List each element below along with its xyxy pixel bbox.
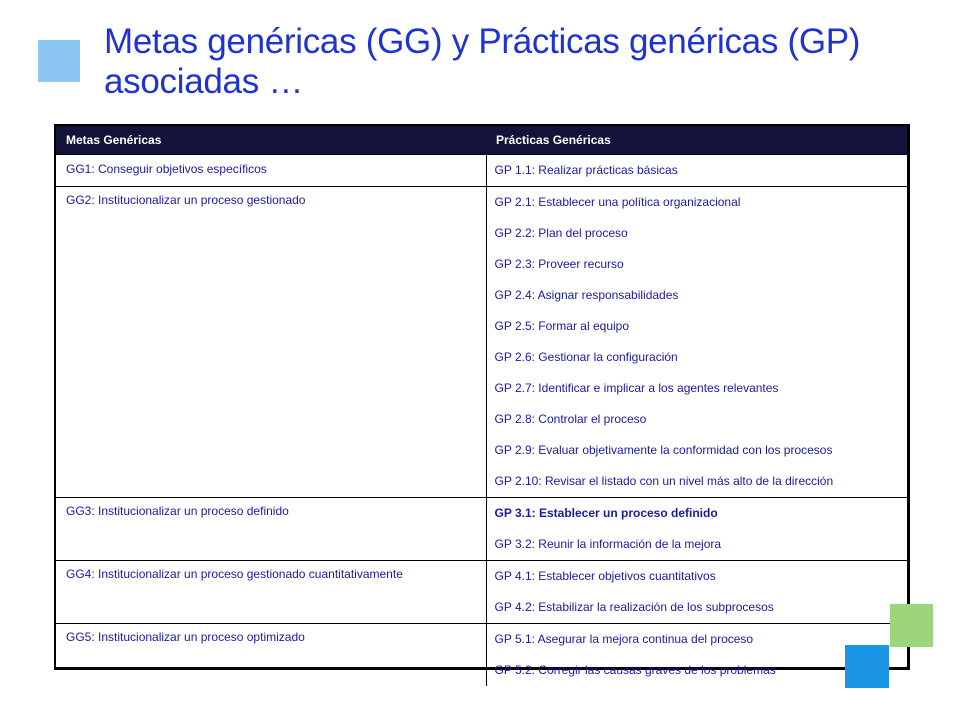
practice-item: GP 2.5: Formar al equipo (494, 319, 630, 333)
practice-item: GP 3.2: Reunir la información de la mejora (494, 537, 722, 551)
table-row (56, 155, 907, 187)
table-row (56, 561, 907, 624)
goal-cell: GG5: Institucionalizar un proceso optimizado (56, 624, 486, 687)
practice-item: GP 4.1: Establecer objetivos cuantitativos (494, 569, 716, 583)
practice-item: GP 2.10: Revisar el listado con un nivel más alto de la dirección (494, 474, 834, 488)
practice-item: GP 2.8: Controlar el proceso (494, 412, 647, 426)
practices-cell (486, 187, 907, 498)
table-row (56, 624, 907, 687)
practice-item: GP 2.9: Evaluar objetivamente la conformidad con los procesos (494, 443, 833, 457)
practice-item: GP 3.1: Establecer un proceso definido (494, 506, 718, 520)
table-row (56, 187, 907, 498)
practice-item: GP 2.1: Establecer una política organizacional (494, 195, 741, 209)
practice-item: GP 2.6: Gestionar la configuración (494, 350, 678, 364)
practice-item: GP 2.7: Identificar e implicar a los agentes relevantes (494, 381, 779, 395)
practice-item: GP 2.2: Plan del proceso (494, 226, 628, 240)
practice-item: GP 5.2: Corregir las causas graves de los problemas (494, 663, 776, 677)
blue-accent-square (845, 645, 889, 688)
generic-goals-table-frame (54, 124, 910, 677)
goal-cell: GG2: Institucionalizar un proceso gestionado (56, 187, 486, 498)
practices-cell (486, 624, 907, 687)
green-accent-square (890, 604, 933, 647)
table-header-row (56, 126, 907, 155)
practices-cell (486, 155, 907, 187)
table-row (56, 498, 907, 561)
practice-item: GP 5.1: Asegurar la mejora continua del proceso (494, 632, 754, 646)
practices-cell (486, 561, 907, 624)
title-accent-square (38, 40, 80, 82)
practices-cell (486, 498, 907, 561)
column-header-practices: Prácticas Genéricas (486, 126, 907, 155)
goal-cell: GG1: Conseguir objetivos específicos (56, 155, 486, 187)
goal-cell: GG3: Institucionalizar un proceso definido (56, 498, 486, 561)
page-title: Metas genéricas (GG) y Prácticas genéricas (GP) asociadas … (104, 22, 861, 101)
practice-item: GP 4.2: Estabilizar la realización de los subprocesos (494, 600, 774, 614)
generic-goals-table (56, 126, 907, 686)
practice-item: GP 2.3: Proveer recurso (494, 257, 624, 271)
goal-cell: GG4: Institucionalizar un proceso gestionado cuantitativamente (56, 561, 486, 624)
column-header-goals: Metas Genéricas (56, 126, 486, 155)
practice-item: GP 1.1: Realizar prácticas básicas (494, 163, 678, 177)
practice-item: GP 2.4: Asignar responsabilidades (494, 288, 679, 302)
